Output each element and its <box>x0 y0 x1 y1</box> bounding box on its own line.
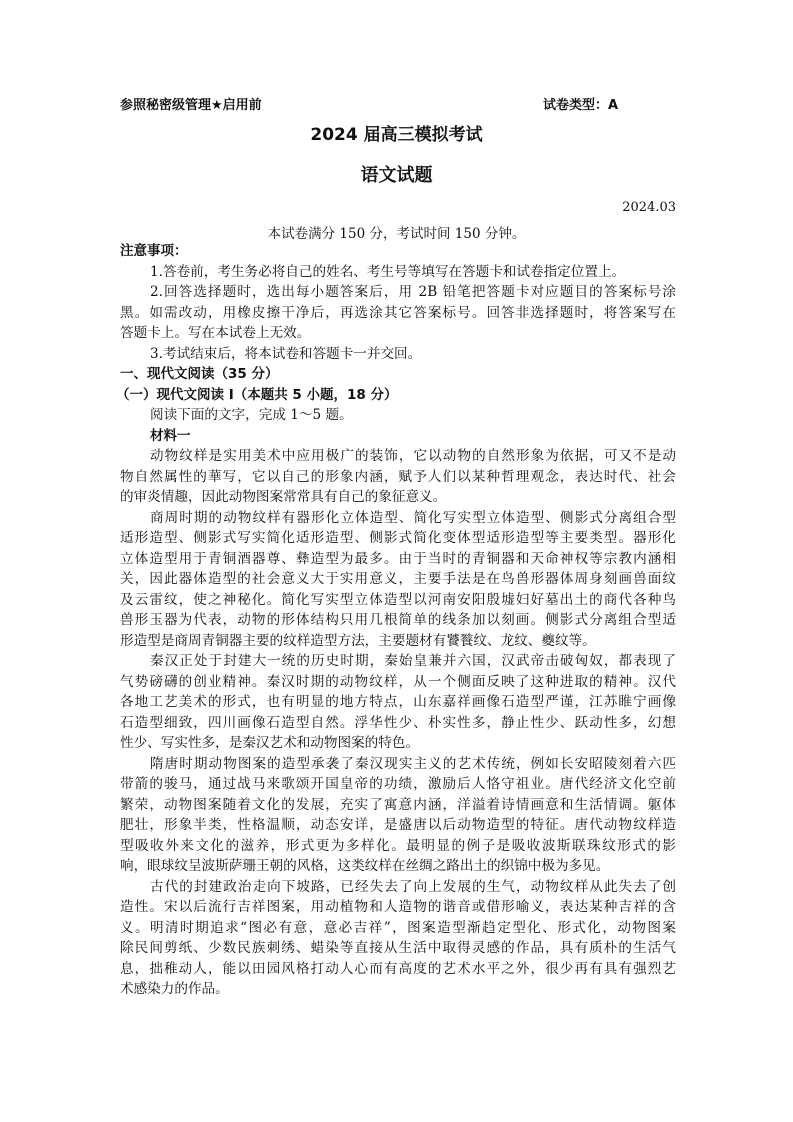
paragraph-line: 带箭的骏马，通过战马来歌颂开国皇帝的功绩，激励后人恪守祖业。唐代经济文化空前 <box>120 776 676 792</box>
paragraph-line: 术感染力的作品。 <box>120 981 229 997</box>
paragraph <box>120 446 676 508</box>
paragraph-line: 兽形玉器为代表，动物的形体结构只用几根简单的线条加以刻画。侧影式分离组合型适 <box>120 612 676 628</box>
paper-type-label: 试卷类型：A <box>543 98 619 113</box>
paragraph <box>120 877 676 1000</box>
notice-item <box>120 262 676 283</box>
exam-date: 2024.03 <box>622 200 676 215</box>
paragraph-line: 型吸收外来文化的滋养，形式更为多样化。最明显的例子是吸收波斯联珠纹形式的影 <box>120 837 676 854</box>
notice-item-line: 3.考试结束后，将本试卷和答题卡一并交回。 <box>150 345 422 362</box>
paragraph-line: 关，因此器体造型的社会意义大于实用意义，主要手法是在鸟兽形器体周身刻画兽面纹 <box>120 571 676 587</box>
notice-items <box>120 262 676 365</box>
paragraph-line: 息，拙稚动人，能以田园风格打动人心而有高度的艺术水平之外，很少再有具有强烈艺 <box>120 960 676 977</box>
paragraph-line: 气势磅礴的创业精神。秦汉时期的动物纹样，从一个侧面反映了这种进取的精神。汉代 <box>120 673 676 690</box>
paragraph-line: 及云雷纹，使之神秘化。简化写实型立体造型以河南安阳殷墟妇好墓出土的商代各种鸟 <box>120 591 676 608</box>
paragraph-line: 物自然属性的華写，它以自己的形象内涵，赋予人们以某种哲理观念，表达时代、社会 <box>120 468 676 485</box>
paragraph <box>120 651 676 754</box>
paragraph-line: 响，眼球纹呈波斯萨珊王朝的风格，这类纹样在丝绸之路出土的织锦中极为多见。 <box>120 858 610 874</box>
paragraph-line: 各地工艺美术的形式，也有明显的地方特点，山东嘉祥画像石造型严谨，江苏睢宁画像 <box>120 694 676 710</box>
paragraph-line: 石造型细致，四川画像石造型自然。浮华性少、朴实性多，静止性少、跃动性多，幻想 <box>120 714 676 731</box>
notice-item-line: 答题卡上。写在本试卷上无效。 <box>120 325 311 341</box>
subsection-heading: （一）现代文阅读 I（本题共 5 小题，18 分） <box>116 386 398 403</box>
paragraph-line: 秦汉正处于封建大一统的历史时期，秦始皇兼并六国，汉武帝击破匈奴，都表现了 <box>150 653 676 669</box>
paragraph-line: 繁荣，动物图案随着文化的发展，充实了寓意内涵，洋溢着诗情画意和生活情调。躯体 <box>120 796 676 813</box>
paragraph-line: 动物纹样是实用美术中应用极广的装饰，它以动物的自然形象为依据，可又不是动 <box>150 448 676 464</box>
exam-info: 本试卷满分 150 分，考试时间 150 分钟。 <box>267 226 526 242</box>
paragraph-line: 义。明清时期追求“图必有意，意必吉祥”，图案造型渐趋定型化、形式化，动物图案 <box>120 919 676 936</box>
paragraph-line: 商周时期的动物纹样有器形化立体造型、简化写实型立体造型、侧影式分离组合型 <box>150 509 676 526</box>
material-body <box>120 446 676 1000</box>
paragraph <box>120 754 676 877</box>
paragraph-line: 的审炎情趣，因此动物图案常常具有自己的象征意义。 <box>120 489 447 505</box>
notice-item <box>120 282 676 344</box>
exam-subject-title: 语文试题 <box>360 165 433 186</box>
paragraph-line: 立体造型用于青铜酒器尊、彝造型为最多。由于当时的青铜器和天命神权等宗教内涵相 <box>120 550 676 567</box>
notice-item-line: 黑。如需改动，用橡皮擦干净后，再选涂其它答案标号。回答非选择题时，将答案写在 <box>120 304 676 321</box>
paragraph <box>120 508 676 652</box>
material-title: 材料一 <box>150 427 191 444</box>
notice-item-line: 1.答卷前，考生务必将自己的姓名、考生号等填写在答题卡和试卷指定位置上。 <box>150 263 626 280</box>
paragraph-line: 肥壮，形象半类，性格温顺，动态安详，是盛唐以后动物造型的特征。唐代动物纹样造 <box>120 817 676 833</box>
notice-item-line: 2.回答选择题时，选出每小题答案后，用 2B 铅笔把答题卡对应题目的答案标号涂 <box>150 284 676 300</box>
confidentiality-label: 参照秘密级管理★启用前 <box>120 98 262 113</box>
paragraph-line: 性少、写实性多，是秦汉艺术和动物图案的特色。 <box>120 735 420 751</box>
reading-instruction: 阅读下面的文字，完成 1～5 题。 <box>150 407 353 423</box>
paragraph-line: 适形造型、侧影式写实简化适形造型、侧影式简化变体型适形造型等主要类型。器形化 <box>120 530 676 546</box>
paragraph-line: 造性。宋以后流行吉祥图案，用动植物和人造物的谐音或借形喻义，表达某种吉祥的含 <box>120 899 676 915</box>
section-heading: 一、现代文阅读（35 分） <box>120 366 279 382</box>
notice-heading: 注意事项： <box>120 243 188 259</box>
paragraph-line: 隋唐时期动物图案的造型承袭了秦汉现实主义的艺术传统，例如长安昭陵刻着六匹 <box>150 755 676 772</box>
exam-title: 2024 届高三模拟考试 <box>310 125 483 145</box>
paragraph-line: 古代的封建政治走向下坡路，已经失去了向上发展的生气，动物纹样从此失去了创 <box>150 878 676 895</box>
notice-item <box>120 344 676 365</box>
paragraph-line: 除民间剪纸、少数民族刺绣、蜡染等直接从生活中取得灵感的作品，具有质朴的生活气 <box>120 940 676 956</box>
notice-section <box>116 241 676 1000</box>
paragraph-line: 形造型是商周青铜器主要的纹样造型方法，主要题材有饕餮纹、龙纹、夔纹等。 <box>120 632 596 649</box>
